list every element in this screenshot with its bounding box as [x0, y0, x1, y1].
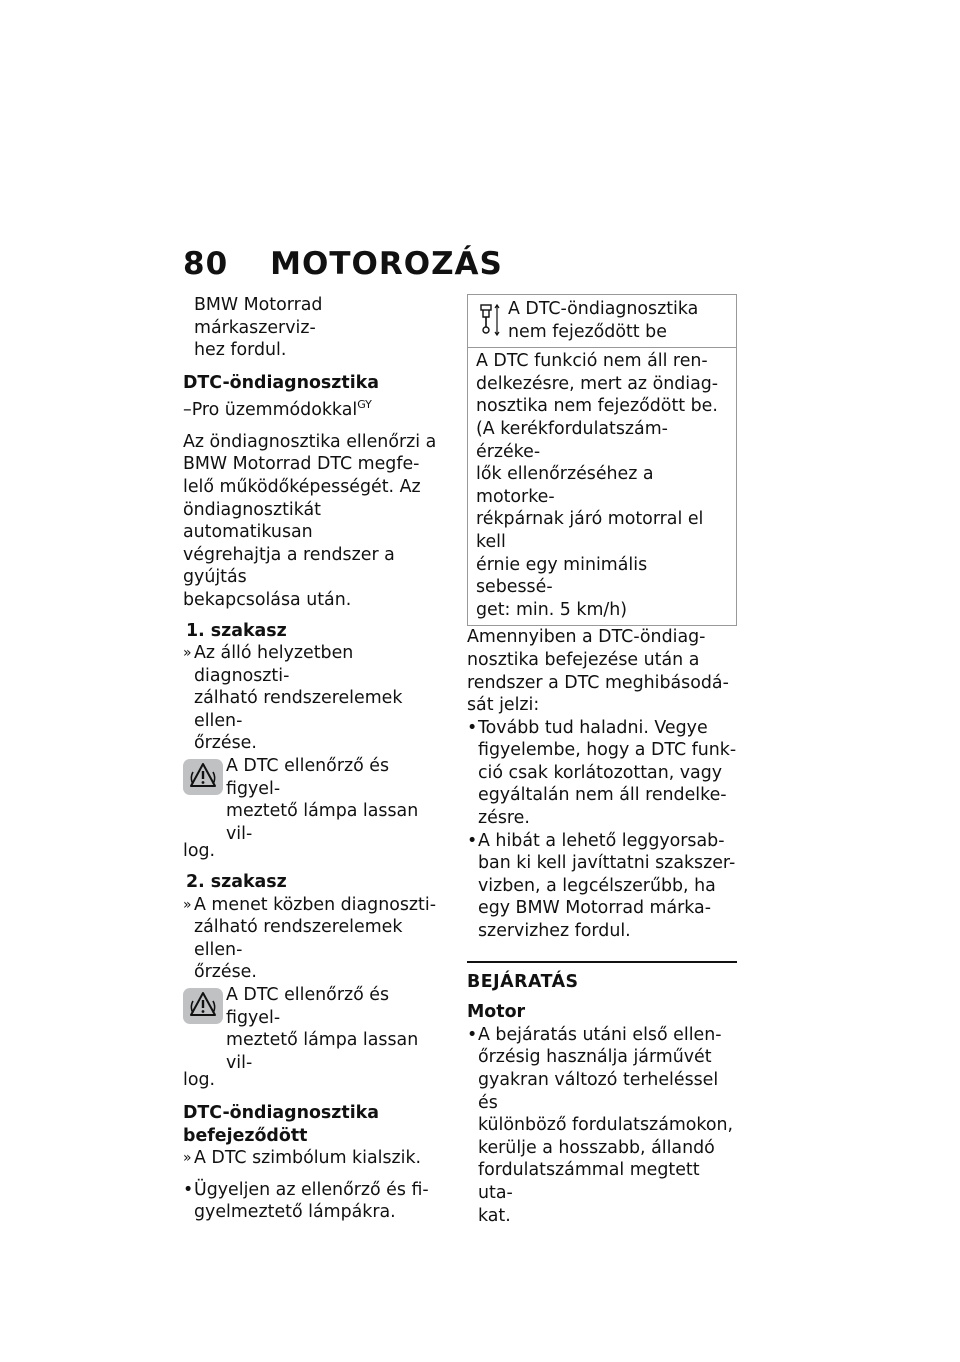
bullet-item: • Ügyeljen az ellenőrző és fi- gyelmeztető lámpákra. — [183, 1179, 429, 1223]
intro-text: BMW Motorrad márkaszerviz- hez fordul. — [194, 295, 323, 361]
bullet-dot: • — [467, 717, 478, 738]
right-column — [467, 294, 737, 1227]
step2-warning-end: log. — [183, 1070, 216, 1091]
section-heading: BEJÁRATÁS — [467, 971, 579, 992]
bullet-dot: • — [467, 1024, 478, 1045]
step1-warning: A DTC ellenőrző és figyel- meztető lámpa lassan vil- — [183, 755, 448, 845]
bullet-dot: • — [183, 1179, 194, 1200]
info-box-header: A DTC-öndiagnosztika nem fejeződött be — [468, 295, 736, 348]
section-title: MOTOROZÁS — [270, 246, 503, 282]
after-paragraph: Amennyiben a DTC-öndiag- nosztika befejezése után a rendszer a DTC meghibásodá- sát jelzi: — [467, 627, 729, 716]
bullet-dot: • — [467, 830, 478, 851]
step1-title: 1. szakasz — [186, 620, 287, 641]
left-column — [183, 294, 448, 1224]
done-heading: DTC-öndiagnosztika befejeződött — [183, 1102, 379, 1146]
service-tool-icon — [478, 303, 502, 337]
motor-heading: Motor — [467, 1002, 526, 1023]
bullet-item: • Tovább tud haladni. Vegye figyelembe, hogy a DTC funk- ció csak korlátozottan, vagy egyáltalán nem áll rendelke- zésre. — [467, 717, 737, 829]
step1-warning-end: log. — [183, 841, 216, 862]
step2-title: 2. szakasz — [186, 872, 287, 893]
result-marker: » — [183, 645, 192, 662]
dtc-subheading: –Pro üzemmódokkal$^{GY}$ — [183, 398, 372, 421]
page-number: 80 — [183, 246, 229, 282]
result-marker: » — [183, 1150, 192, 1167]
info-box — [467, 294, 737, 626]
done-item: » A DTC szimbólum kialszik. — [183, 1148, 422, 1169]
bullet-item: • A hibát a lehető leggyorsab- ban ki kell javíttatni szakszer- vizben, a legcélszerűbb, ha egy BMW Motorrad márka- szervizhez fordul. — [467, 830, 736, 942]
step1-item: » Az álló helyzetben diagnoszti- zálható rendszerelemek ellen- őrzése. — [183, 643, 403, 754]
dtc-heading: DTC-öndiagnosztika — [183, 372, 379, 393]
result-marker: » — [183, 896, 192, 913]
warning-triangle-icon — [183, 759, 223, 795]
info-box-body: A DTC funkció nem áll ren- delkezésre, mert az öndiag- nosztika nem fejeződött be. (A kerékfordulatszám-érzéke- lők ellenőrzéséhez a motorke- rékpárnak járó motorral el kell érnie egy minimális sebessé- get: min. 5 km/h) — [476, 351, 719, 620]
bullet-item: • A bejáratás utáni első ellen- őrzésig használja járművét gyakran változó terheléssel és különböző fordulatszámokon, kerülje a hosszabb, állandó fordulatszámmal megtett uta- kat. — [467, 1024, 734, 1226]
step2-warning: A DTC ellenőrző és figyel- meztető lámpa lassan vil- — [183, 984, 448, 1074]
section-divider — [467, 961, 737, 963]
page-header — [183, 246, 503, 282]
warning-triangle-icon — [183, 988, 223, 1024]
dtc-paragraph: Az öndiagnosztika ellenőrzi a BMW Motorrad DTC megfe- lelő működőképességét. Az öndiagnosztikát automatikusan végrehajtja a rendszer a gyújtás bekapcsolása után. — [183, 431, 437, 610]
step2-item: » A menet közben diagnoszti- zálható rendszerelemek ellen- őrzése. — [183, 894, 436, 983]
